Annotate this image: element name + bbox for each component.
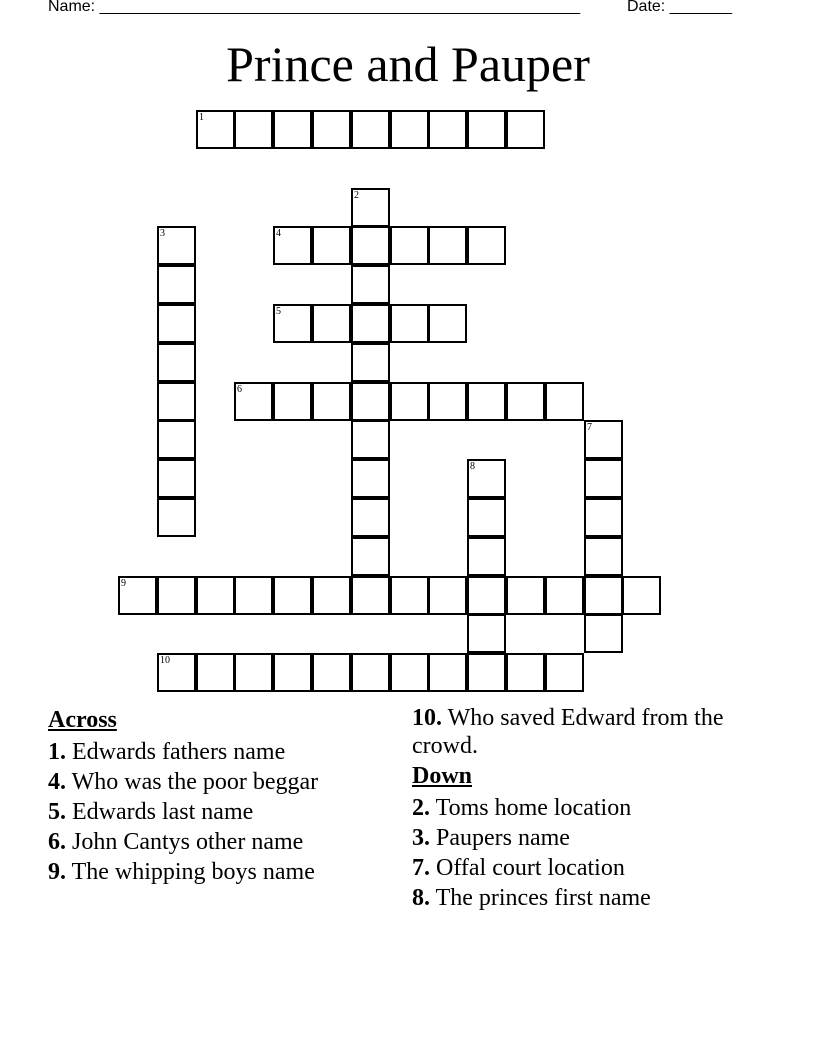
clue-number: 8. bbox=[412, 885, 430, 911]
clue-number-label: 10 bbox=[160, 655, 170, 666]
grid-cell[interactable] bbox=[351, 459, 390, 498]
grid-cell[interactable] bbox=[467, 653, 506, 692]
clue-number-label: 8 bbox=[470, 461, 475, 472]
page-title: Prince and Pauper bbox=[226, 36, 590, 92]
grid-cell[interactable] bbox=[157, 226, 196, 265]
grid-cell[interactable] bbox=[390, 304, 429, 343]
grid-cell[interactable] bbox=[506, 653, 545, 692]
grid-cell[interactable] bbox=[584, 420, 623, 459]
grid-cell[interactable] bbox=[312, 226, 351, 265]
grid-cell[interactable] bbox=[157, 653, 196, 692]
grid-cell[interactable] bbox=[428, 226, 467, 265]
grid-cell[interactable] bbox=[351, 343, 390, 382]
grid-cell[interactable] bbox=[351, 653, 390, 692]
clue-number-label: 2 bbox=[354, 190, 359, 201]
grid-cell[interactable] bbox=[428, 110, 467, 149]
grid-cell[interactable] bbox=[545, 382, 584, 421]
grid-cell[interactable] bbox=[157, 265, 196, 304]
clue-text: Who saved Edward from the crowd. bbox=[412, 705, 724, 759]
grid-cell[interactable] bbox=[196, 576, 235, 615]
clue-number-label: 4 bbox=[276, 228, 281, 239]
grid-cell[interactable] bbox=[351, 537, 390, 576]
grid-cell[interactable] bbox=[157, 382, 196, 421]
grid-cell[interactable] bbox=[428, 382, 467, 421]
clue-text: Edwards last name bbox=[72, 799, 254, 825]
across-heading: Across bbox=[48, 707, 117, 733]
grid-cell[interactable] bbox=[428, 653, 467, 692]
clue-across-1 bbox=[48, 738, 388, 766]
grid-cell[interactable] bbox=[351, 420, 390, 459]
grid-cell[interactable] bbox=[196, 110, 235, 149]
grid-cell[interactable] bbox=[584, 576, 623, 615]
clue-across-6 bbox=[48, 828, 388, 856]
grid-cell[interactable] bbox=[157, 343, 196, 382]
clue-text: Toms home location bbox=[435, 795, 632, 821]
grid-cell[interactable] bbox=[584, 537, 623, 576]
grid-cell[interactable] bbox=[467, 537, 506, 576]
clue-across-5 bbox=[48, 798, 388, 826]
grid-cell[interactable] bbox=[584, 459, 623, 498]
grid-cell[interactable] bbox=[467, 459, 506, 498]
grid-cell[interactable] bbox=[467, 576, 506, 615]
grid-cell[interactable] bbox=[622, 576, 661, 615]
clue-number: 9. bbox=[48, 859, 66, 885]
grid-cell[interactable] bbox=[506, 576, 545, 615]
clue-number: 3. bbox=[412, 825, 430, 851]
grid-cell[interactable] bbox=[273, 382, 312, 421]
clue-number-label: 9 bbox=[121, 578, 126, 589]
clue-number-label: 6 bbox=[237, 384, 242, 395]
clue-text: Edwards fathers name bbox=[72, 739, 286, 765]
name-field-label: Name: ______________________________________________________ bbox=[48, 0, 581, 15]
clue-number: 2. bbox=[412, 795, 430, 821]
grid-cell[interactable] bbox=[157, 304, 196, 343]
grid-cell[interactable] bbox=[351, 382, 390, 421]
clue-number: 1. bbox=[48, 739, 66, 765]
grid-cell[interactable] bbox=[273, 304, 312, 343]
clue-down-8 bbox=[412, 884, 762, 912]
clue-number-label: 7 bbox=[587, 422, 592, 433]
grid-cell[interactable] bbox=[584, 614, 623, 653]
clue-across-10 bbox=[412, 704, 762, 760]
grid-cell[interactable] bbox=[234, 576, 273, 615]
grid-cell[interactable] bbox=[351, 576, 390, 615]
clue-down-2 bbox=[412, 794, 762, 822]
grid-cell[interactable] bbox=[467, 226, 506, 265]
grid-cell[interactable] bbox=[234, 653, 273, 692]
clues-column-left bbox=[48, 704, 388, 888]
grid-cell[interactable] bbox=[273, 226, 312, 265]
grid-cell[interactable] bbox=[584, 498, 623, 537]
grid-cell[interactable] bbox=[545, 576, 584, 615]
grid-cell[interactable] bbox=[312, 382, 351, 421]
clue-text: John Cantys other name bbox=[72, 829, 304, 855]
clue-text: The princes first name bbox=[435, 885, 651, 911]
grid-cell[interactable] bbox=[506, 110, 545, 149]
grid-cell[interactable] bbox=[467, 614, 506, 653]
clue-text: Who was the poor beggar bbox=[71, 769, 319, 795]
grid-cell[interactable] bbox=[467, 382, 506, 421]
grid-cell[interactable] bbox=[428, 576, 467, 615]
grid-cell[interactable] bbox=[545, 653, 584, 692]
down-heading: Down bbox=[412, 763, 473, 789]
grid-cell[interactable] bbox=[390, 226, 429, 265]
clue-number: 10. bbox=[412, 705, 442, 731]
grid-cell[interactable] bbox=[351, 265, 390, 304]
grid-cell[interactable] bbox=[390, 576, 429, 615]
grid-cell[interactable] bbox=[312, 653, 351, 692]
grid-cell[interactable] bbox=[312, 304, 351, 343]
grid-cell[interactable] bbox=[273, 110, 312, 149]
grid-cell[interactable] bbox=[157, 498, 196, 537]
grid-cell[interactable] bbox=[467, 110, 506, 149]
grid-cell[interactable] bbox=[351, 110, 390, 149]
clues-column-right bbox=[412, 704, 762, 914]
grid-cell[interactable] bbox=[234, 382, 273, 421]
grid-cell[interactable] bbox=[390, 653, 429, 692]
grid-cell[interactable] bbox=[157, 576, 196, 615]
grid-cell[interactable] bbox=[351, 226, 390, 265]
grid-cell[interactable] bbox=[157, 420, 196, 459]
grid-cell[interactable] bbox=[428, 304, 467, 343]
grid-cell[interactable] bbox=[351, 304, 390, 343]
grid-cell[interactable] bbox=[390, 382, 429, 421]
clue-number-label: 3 bbox=[160, 228, 165, 239]
date-field-label: Date: _______ bbox=[627, 0, 732, 15]
clue-down-3 bbox=[412, 824, 762, 852]
grid-cell[interactable] bbox=[390, 110, 429, 149]
clue-number-label: 5 bbox=[276, 306, 281, 317]
grid-cell[interactable] bbox=[196, 653, 235, 692]
clue-number: 6. bbox=[48, 829, 66, 855]
grid-cell[interactable] bbox=[157, 459, 196, 498]
clue-number-label: 1 bbox=[199, 112, 204, 123]
grid-cell[interactable] bbox=[467, 498, 506, 537]
clue-number: 5. bbox=[48, 799, 66, 825]
grid-cell[interactable] bbox=[351, 188, 390, 227]
grid-cell[interactable] bbox=[312, 576, 351, 615]
clue-text: The whipping boys name bbox=[71, 859, 315, 885]
grid-cell[interactable] bbox=[234, 110, 273, 149]
clue-across-4 bbox=[48, 768, 388, 796]
clue-across-9 bbox=[48, 858, 388, 886]
grid-cell[interactable] bbox=[351, 498, 390, 537]
grid-cell[interactable] bbox=[273, 653, 312, 692]
clue-number: 4. bbox=[48, 769, 66, 795]
grid-cell[interactable] bbox=[506, 382, 545, 421]
grid-cell[interactable] bbox=[312, 110, 351, 149]
clue-down-7 bbox=[412, 854, 762, 882]
grid-cell[interactable] bbox=[118, 576, 157, 615]
grid-cell[interactable] bbox=[273, 576, 312, 615]
clue-text: Paupers name bbox=[436, 825, 570, 851]
clue-text: Offal court location bbox=[436, 855, 625, 881]
clue-number: 7. bbox=[412, 855, 430, 881]
